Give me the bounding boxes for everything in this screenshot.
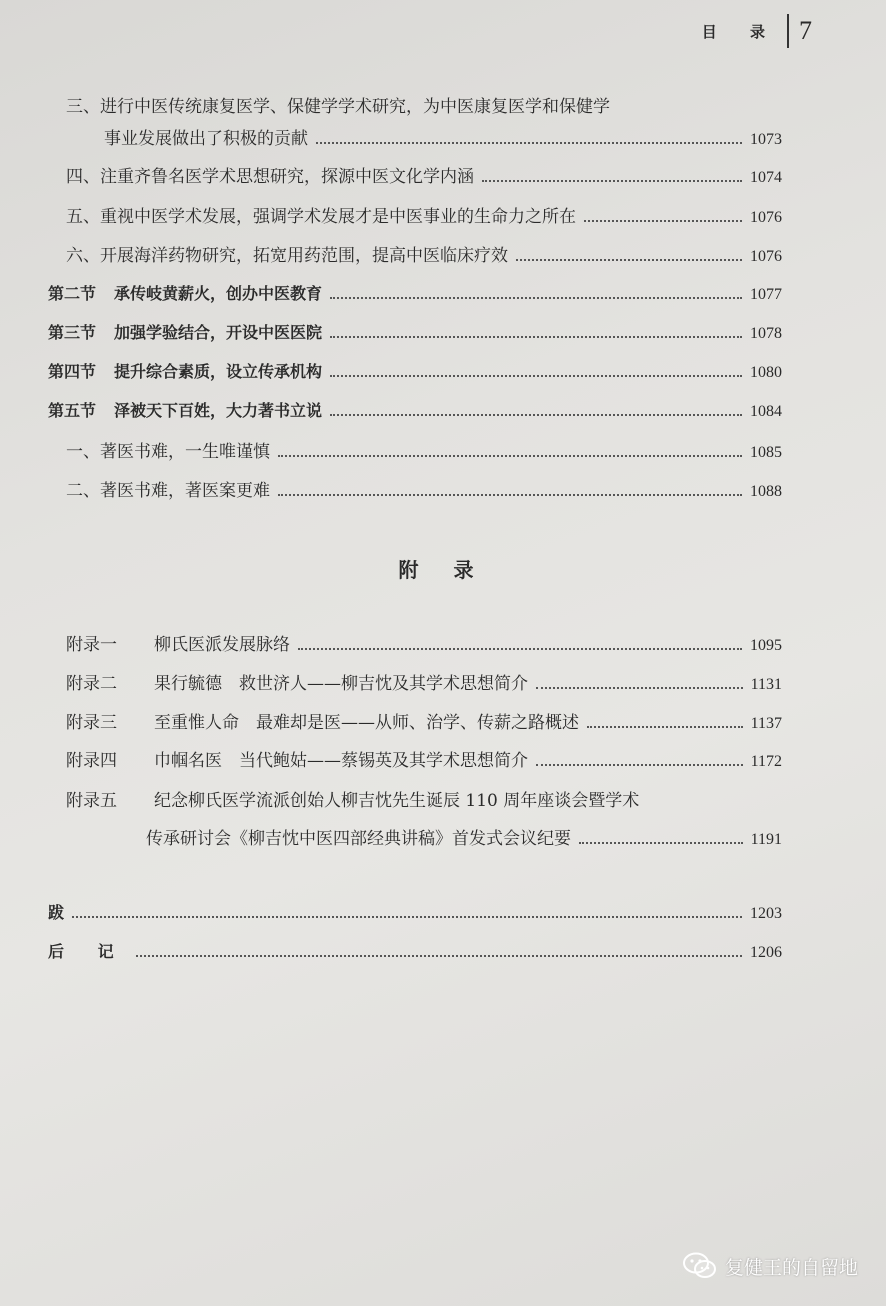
toc-entry-5[interactable] (66, 202, 782, 227)
leader-dots (278, 455, 742, 457)
leader-dots (330, 414, 742, 416)
section-label: 第二节 (48, 284, 97, 303)
leader-dots (72, 916, 742, 918)
appendix-heading: 附 录 (398, 558, 488, 582)
appendix-label: 附录一 (66, 635, 117, 655)
leader-dots (482, 180, 742, 182)
toc-page: 1084 (750, 403, 782, 420)
toc-section-5[interactable] (48, 398, 782, 421)
toc-entry-text: 二、著医书难，著医案更难 (66, 481, 270, 501)
page-header (702, 14, 812, 48)
toc-afterword[interactable] (48, 939, 782, 962)
toc-appendix-3[interactable] (66, 708, 782, 733)
toc-appendix-1[interactable] (66, 630, 782, 655)
toc-entry-text: 纪念柳氏医学流派创始人柳吉忱先生诞辰 110 周年座谈会暨学术 (154, 791, 640, 811)
toc-entry-text: 五、重视中医学术发展，强调学术发展才是中医事业的生命力之所在 (66, 207, 576, 227)
leader-dots (584, 220, 742, 222)
toc-entry-text: 事业发展做出了积极的贡献 (104, 129, 308, 149)
leader-dots (330, 297, 742, 299)
watermark-text: 复健王的自留地 (724, 1256, 858, 1279)
toc-section-3[interactable] (48, 320, 782, 343)
toc-entry-text: 传承研讨会《柳吉忱中医四部经典讲稿》首发式会议纪要 (146, 829, 571, 849)
toc-page: 1088 (750, 483, 782, 500)
toc-appendix-5-line1 (66, 786, 639, 811)
toc-entry-text: 一、著医书难，一生唯谨慎 (66, 442, 270, 462)
toc-sub-1[interactable] (66, 437, 782, 462)
header-divider (787, 14, 789, 48)
leader-dots (536, 687, 743, 689)
toc-page: 1095 (750, 637, 782, 654)
toc-entry-4[interactable] (66, 162, 782, 187)
toc-page: 1076 (750, 248, 782, 265)
leader-dots (579, 842, 743, 844)
leader-dots (136, 955, 742, 957)
section-title: 承传岐黄薪火，创办中医教育 (114, 284, 323, 303)
appendix-label: 附录五 (66, 791, 117, 811)
section-title: 提升综合素质，设立传承机构 (114, 362, 323, 381)
toc-entry-6[interactable] (66, 241, 782, 266)
toc-entry-text: 巾帼名医 当代鲍姑——蔡锡英及其学术思想简介 (154, 751, 528, 771)
leader-dots (516, 259, 742, 261)
page-number: 7 (799, 16, 812, 45)
watermark (683, 1252, 858, 1280)
leader-dots (330, 375, 742, 377)
leader-dots (298, 648, 742, 650)
toc-entry-text: 六、开展海洋药物研究，拓宽用药范围，提高中医临床疗效 (66, 246, 508, 266)
toc-section-2[interactable] (48, 281, 782, 304)
toc-page: 1074 (750, 169, 782, 186)
toc-entry-text: 后 记 (48, 942, 128, 961)
appendix-label: 附录四 (66, 751, 117, 771)
toc-page: 1078 (750, 325, 782, 342)
toc-entry-3-line1: 三、进行中医传统康复医学、保健学学术研究，为中医康复医学和保健学 (66, 97, 610, 117)
toc-section-4[interactable] (48, 359, 782, 382)
toc-page: 1076 (750, 209, 782, 226)
leader-dots (587, 726, 743, 728)
leader-dots (316, 142, 742, 144)
toc-entry-text: 柳氏医派发展脉络 (154, 635, 290, 655)
toc-page: 1077 (750, 286, 782, 303)
section-label: 第四节 (48, 362, 97, 381)
section-label: 第五节 (48, 401, 97, 420)
section-label: 第三节 (48, 323, 97, 342)
section-title: 加强学验结合，开设中医医院 (114, 323, 323, 342)
toc-entry-text: 果行毓德 救世济人——柳吉忱及其学术思想简介 (154, 674, 528, 694)
toc-page: 1206 (750, 944, 782, 961)
toc-page: 1085 (750, 444, 782, 461)
toc-page: 1172 (750, 753, 782, 770)
toc-entry-text: 四、注重齐鲁名医学术思想研究，探源中医文化学内涵 (66, 167, 474, 187)
toc-entry-text: 跋 (48, 903, 65, 922)
header-title: 目 录 (701, 22, 779, 41)
toc-page: 1203 (750, 905, 782, 922)
toc-page: 1080 (750, 364, 782, 381)
toc-postscript[interactable] (48, 900, 782, 923)
leader-dots (330, 336, 742, 338)
toc-appendix-2[interactable] (66, 669, 782, 694)
section-title: 泽被天下百姓，大力著书立说 (114, 401, 323, 420)
toc-page: 1137 (750, 715, 782, 732)
toc-entry-text: 至重惟人命 最难却是医——从师、治学、传薪之路概述 (154, 713, 579, 733)
toc-page: 1073 (750, 131, 782, 148)
toc-appendix-4[interactable] (66, 746, 782, 771)
leader-dots (536, 764, 743, 766)
appendix-label: 附录三 (66, 713, 117, 733)
appendix-label: 附录二 (66, 674, 117, 694)
leader-dots (278, 494, 742, 496)
toc-entry-3[interactable] (104, 124, 782, 149)
toc-page: 1191 (750, 831, 782, 848)
toc-appendix-5[interactable] (146, 824, 782, 849)
toc-page: 1131 (750, 676, 782, 693)
wechat-icon (683, 1252, 717, 1280)
toc-sub-2[interactable] (66, 476, 782, 501)
